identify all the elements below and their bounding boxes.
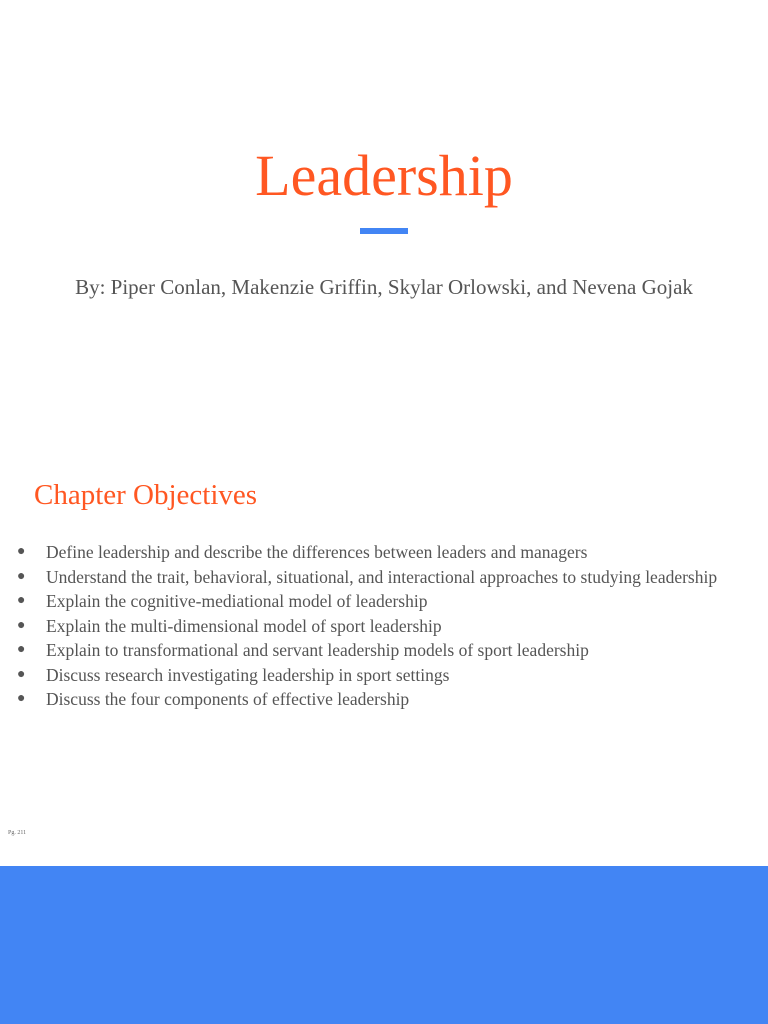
bullet-icon: ● — [17, 568, 26, 584]
objective-text: Understand the trait, behavioral, situational, and interactional approaches to studying leadership — [46, 566, 718, 587]
objective-item — [0, 540, 740, 565]
objective-text: Explain to transformational and servant leadership models of sport leadership — [46, 640, 589, 660]
objective-item — [0, 687, 740, 712]
bullet-icon: ● — [17, 666, 26, 682]
next-slide-preview — [0, 866, 768, 1024]
objective-text: Discuss research investigating leadership in sport settings — [46, 664, 450, 685]
objective-item — [0, 614, 740, 639]
title-accent-bar — [360, 228, 408, 234]
objective-item — [0, 589, 740, 614]
bullet-icon: ● — [17, 593, 26, 608]
objective-text: Explain the cognitive-mediational model of leadership — [46, 591, 428, 611]
slide-title: Leadership — [255, 143, 513, 208]
objectives-list — [0, 540, 740, 712]
objective-text: Discuss the four components of effective leadership — [46, 689, 410, 709]
page-reference: Pg. 211 — [8, 830, 27, 836]
objectives-heading: Chapter Objectives — [34, 479, 258, 511]
bullet-icon: ● — [17, 642, 26, 657]
objective-text: Explain the multi-dimensional model of sport leadership — [46, 615, 442, 636]
authors-line: By: Piper Conlan, Makenzie Griffin, Skylar Orlowski, and Nevena Gojak — [75, 275, 693, 299]
objective-text: Define leadership and describe the differences between leaders and managers — [46, 542, 588, 562]
objective-item — [0, 565, 740, 590]
objective-item — [0, 638, 740, 663]
objective-item — [0, 663, 740, 688]
bullet-icon: ● — [17, 617, 26, 633]
bullet-icon: ● — [17, 691, 26, 706]
title-slide — [0, 0, 768, 420]
objectives-slide — [0, 420, 768, 866]
bullet-icon: ● — [17, 544, 26, 559]
